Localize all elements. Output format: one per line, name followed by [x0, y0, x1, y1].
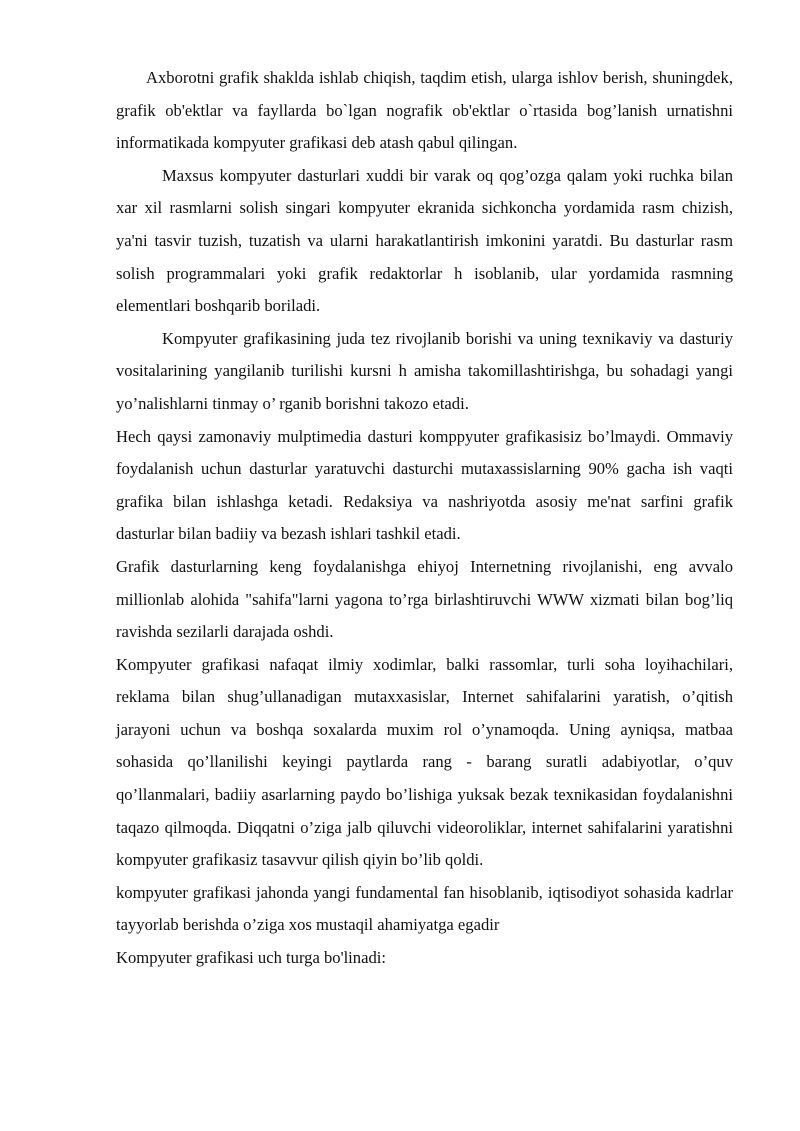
paragraph-intro: Axborotni grafik shaklda ishlab chiqish, taqdim etish, ularga ishlov berish, shuningdek, grafik ob'ektlar va fayllarda bo`lgan nografik ob'ektlar o`rtasida bog’lanish urnatishni informatikada kompyuter grafikasi deb atash qabul qilingan. [116, 68, 733, 153]
paragraph-internet-demand: Grafik dasturlarning keng foydalanishga ehiyoj Internetning rivojlanishi, eng avvalo millionlab alohida "sahifa"larni yagona to’rga birlashtiruvchi WWW xizmati bilan bog’liq ravishda sezilarli darajada oshdi. [116, 556, 733, 642]
paragraph-rapid-development: Kompyuter grafikasining juda tez rivojlanib borishi va uning texnikaviy va dasturiy vositalarining yangilanib turilishi kursni h amisha takomillashtirishga, bu sohadagi yangi yo’nalishlarni tinmay o’ rganib borishni takozo etadi. [116, 328, 733, 413]
paragraph-fundamental-science: kompyuter grafikasi jahonda yangi fundamental fan hisoblanib, iqtisodiyot sohasida kadrlar tayyorlab berishda o’ziga xos mustaqil ahamiyatga egadir [116, 882, 733, 935]
paragraph-special-software: Maxsus kompyuter dasturlari xuddi bir varak oq qog’ozga qalam yoki ruchka bilan xar xil rasmlarni solish singari kompyuter ekranida sichkoncha yordamida rasm chizish, ya'ni tasvir tuzish, tuzatish va ularni harakatlantirish imkonini yaratdi. Bu dasturlar rasm solish programmalari yoki grafik redaktorlar h isoblanib, ular yordamida rasmning elementlari boshqarib boriladi. [116, 165, 733, 316]
paragraph-multimedia: Hech qaysi zamonaviy mulptimedia dasturi komppyuter grafikasisiz bo’lmaydi. Ommaviy foydalanish uchun dasturlar yaratuvchi dasturchi mutaxassislarning 90% gacha ish vaqti grafika bilan ishlashga ketadi. Redaksiya va nashriyotda asosiy me'nat sarfini grafik dasturlar bilan badiiy va bezash ishlari tashkil etadi. [116, 426, 733, 544]
paragraph-three-types: Kompyuter grafikasi uch turga bo'linadi: [116, 948, 386, 968]
document-page [116, 62, 733, 975]
paragraph-applications: Kompyuter grafikasi nafaqat ilmiy xodimlar, balki rassomlar, turli soha loyihachilari, reklama bilan shug’ullanadigan mutaxxasislar, Internet sahifalarini yaratish, o’qitish jarayoni uchun va boshqa soxalarda muxim rol o’ynamoqda. Uning ayniqsa, matbaa sohasida qo’llanilishi keyingi paytlarda rang - barang suratli adabiyotlar, o’quv qo’llanmalari, badiiy asarlarning paydo bo’lishiga yuksak bezak texnikasidan foydalanishni taqazo qilmoqda. Diqqatni o’ziga jalb qiluvchi videoroliklar, internet sahifalarini yaratishni kompyuter grafikasiz tasavvur qilish qiyin bo’lib qoldi. [116, 654, 733, 870]
